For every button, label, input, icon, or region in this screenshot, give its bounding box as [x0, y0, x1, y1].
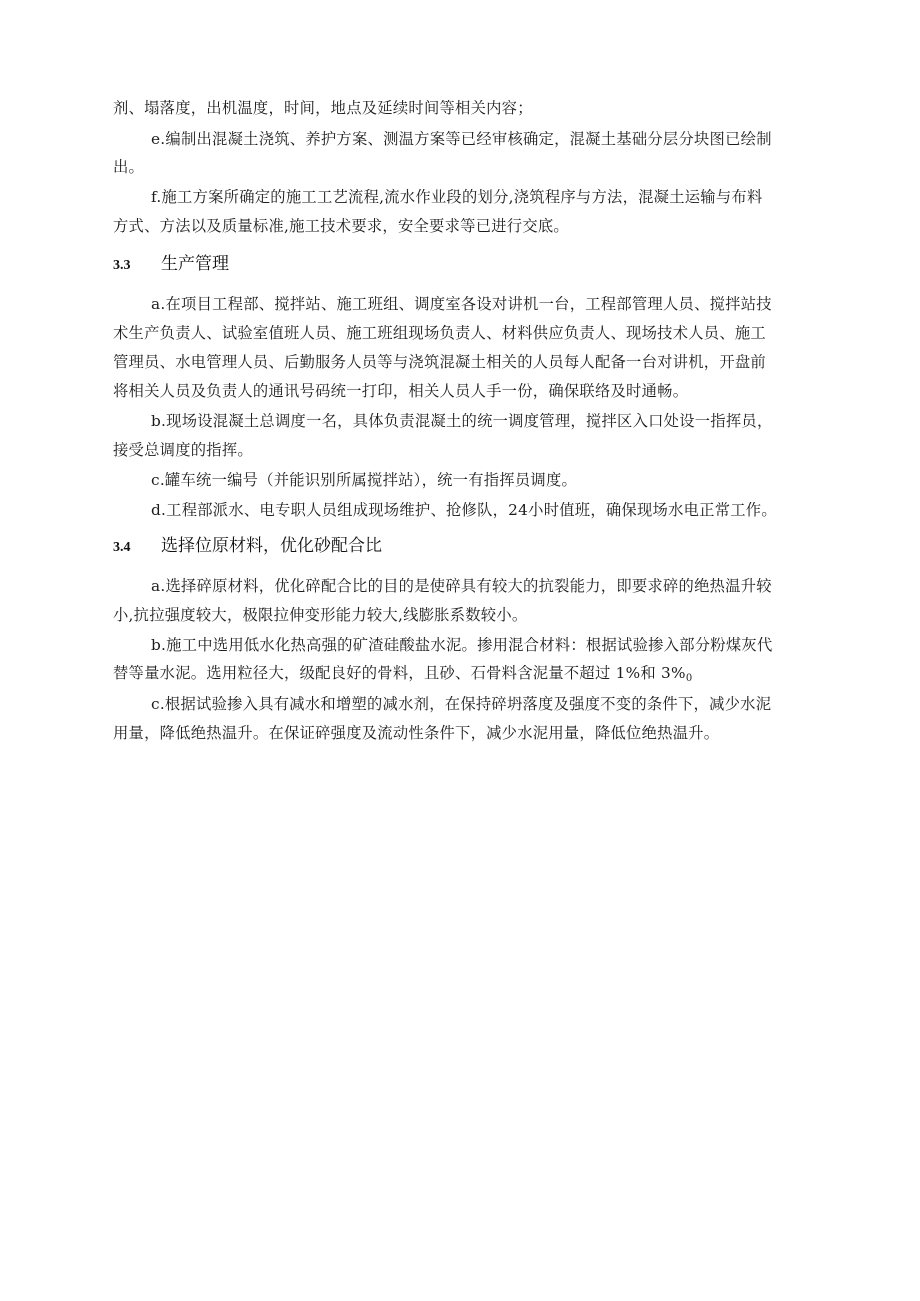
paragraph-line: 小,抗拉强度较大，极限拉伸变形能力较大,线膨胀系数较小。: [113, 606, 528, 624]
paragraph-text: 替等量水泥。选用粒径大，级配良好的骨料，且砂、石骨料含泥量不超过 1%和 3%: [113, 664, 686, 682]
paragraph-item-b: b.现场设混凝土总调度一名，具体负责混凝土的统一调度管理，搅拌区入口处设一指挥员，: [151, 412, 773, 430]
paragraph-line-continuation: 剂、塌落度，出机温度，时间，地点及延续时间等相关内容；: [113, 99, 533, 117]
paragraph-item-d: d.工程部派水、电专职人员组成现场维护、抢修队，24小时值班，确保现场水电正常工作。: [151, 501, 777, 519]
section-number: 3.3: [113, 258, 131, 273]
paragraph-item-c: c.罐车统一编号（并能识别所属搅拌站），统一有指挥员调度。: [151, 471, 578, 489]
section-number: 3.4: [113, 540, 131, 555]
paragraph-line: 术生产负责人、试验室值班人员、施工班组现场负责人、材料供应负责人、现场技术人员、施工: [113, 324, 766, 342]
paragraph-item-a: a.在项目工程部、搅拌站、施工班组、调度室各设对讲机一台，工程部管理人员、搅拌站技: [151, 295, 772, 313]
paragraph-item-f: f.施工方案所确定的施工工艺流程,流水作业段的划分,浇筑程序与方法，混凝土运输与布料: [151, 188, 763, 206]
section-heading-3-4: [113, 534, 382, 560]
subscript-text: 0: [685, 673, 693, 684]
paragraph-item-e-continued: 出。: [113, 158, 145, 176]
paragraph-item-e: e.编制出混凝土浇筑、养护方案、测温方案等已经审核确定，混凝土基础分层分块图已绘制: [151, 130, 772, 148]
section-heading-3-3: [113, 252, 229, 278]
paragraph-item-b: b.施工中选用低水化热高强的矿渣硅酸盐水泥。掺用混合材料：根据试验掺入部分粉煤灰代: [151, 636, 773, 654]
paragraph-line: 用量，降低绝热温升。在保证碎强度及流动性条件下，减少水泥用量，降低位绝热温升。: [113, 724, 720, 742]
paragraph-item-c: c.根据试验掺入具有减水和增塑的减水剂，在保持碎坍落度及强度不变的条件下，减少水泥: [151, 695, 772, 713]
paragraph-line: 管理员、水电管理人员、后勤服务人员等与浇筑混凝土相关的人员每人配备一台对讲机，开盘前: [113, 353, 766, 371]
paragraph-line: 将相关人员及负责人的通讯号码统一打印，相关人员人手一份，确保联络及时通畅。: [113, 382, 689, 400]
paragraph-item-f-continued: 方式、方法以及质量标准,施工技术要求，安全要求等已进行交底。: [113, 217, 569, 235]
section-title: 生产管理: [161, 254, 229, 274]
paragraph-item-a: a.选择碎原材料，优化碎配合比的目的是使碎具有较大的抗裂能力，即要求碎的绝热温升较: [151, 577, 772, 595]
section-title: 选择位原材料，优化砂配合比: [161, 536, 382, 556]
paragraph-line: 接受总调度的指挥。: [113, 441, 253, 459]
paragraph-line-with-subscript: [113, 663, 692, 689]
